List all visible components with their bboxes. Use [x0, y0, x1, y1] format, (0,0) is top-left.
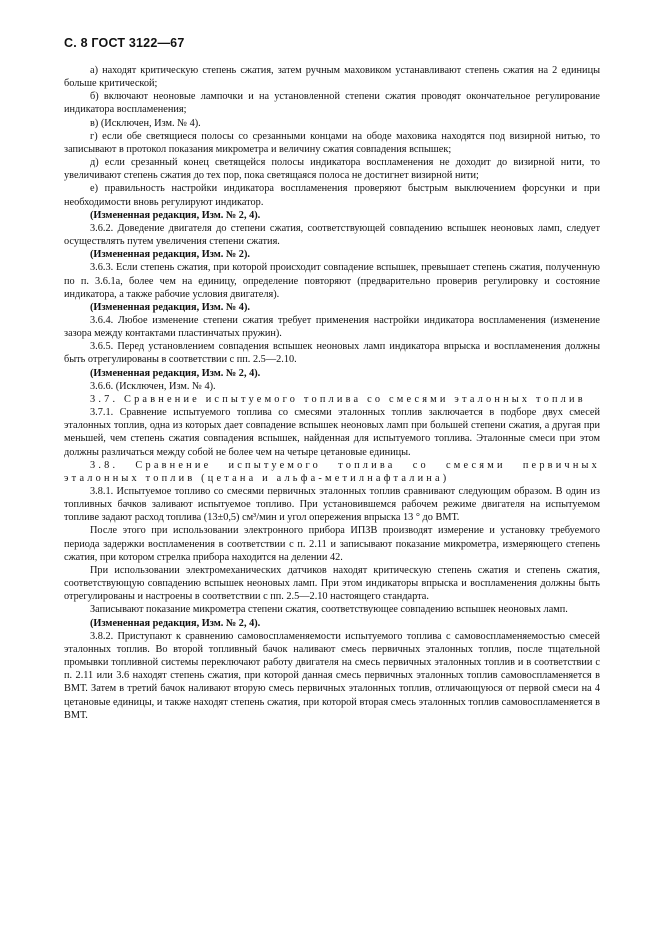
- paragraph: После этого при использовании электронного прибора ИПЗВ производят измерение и установку требуемого периода задержки воспламенения в соответствии с п. 2.11 и записывают показание микрометра, измеряющего степень сжатия, при котором стрелка прибора находится на делении 42.: [64, 525, 600, 563]
- paragraph: 3.6.2. Доведение двигателя до степени сжатия, соответствующей совпадению вспышек неоновых ламп, следует осуществлять путем увеличения степени сжатия.: [64, 222, 600, 248]
- revision-note: (Измененная редакция, Изм. № 4).: [90, 301, 250, 313]
- paragraph: 3.8.1. Испытуемое топливо со смесями первичных эталонных топлив сравнивают следующим образом. В один из топливных бачков заливают испытуемое топливо. При установившемся рабочем режиме двигателя на испытуемом топливе задают расход топлива (13±0,5) см³/мин и угол опережения впрыска 13 ° до ВМТ.: [64, 486, 600, 524]
- paragraph: Записывают показание микрометра степени сжатия, соответствующее совпадению вспышек неоновых ламп.: [90, 604, 568, 616]
- paragraph: 3.6.3. Если степень сжатия, при которой происходит совпадение вспышек, превышает степень сжатия, полученную по п. 3.6.1а, более чем на единицу, определение повторяют (предварительно проверив регулировку и состояние индикатора, а также рабочие условия двигателя).: [64, 262, 600, 300]
- paragraph: г) если обе светящиеся полосы со срезанными концами на ободе маховика находятся под визирной нитью, то записывают в протокол показания микрометра и величину сжатия совпадения вспышек;: [64, 130, 600, 155]
- paragraph: в) (Исключен, Изм. № 4).: [90, 117, 201, 129]
- revision-note: (Измененная редакция, Изм. № 2).: [90, 249, 250, 261]
- paragraph: 3.6.5. Перед установлением совпадения вспышек неоновых ламп индикатора впрыска и воспламенения должны быть отрегулированы в соответствии с пп. 2.5—2.10.: [64, 341, 600, 366]
- paragraph: 3.6.6. (Исключен, Изм. № 4).: [90, 380, 216, 392]
- section-heading: 3.7. Сравнение испытуемого топлива со смесями эталонных топлив: [90, 393, 586, 405]
- paragraph: а) находят критическую степень сжатия, затем ручным маховиком устанавливают степень сжатия на 2 единицы больше критической;: [64, 65, 600, 90]
- paragraph: 3.7.1. Сравнение испытуемого топлива со смесями эталонных топлив заключается в подборе двух смесей эталонных топлив, одна из которых дает совпадение вспышек неоновых ламп при большей степени сжатия, а другая при меньшей, чем степень сжатия совпадения вспышек, найденная для испытуемого топлива. Эталонные смеси при этом должны различаться между собой не более чем на четыре цетановые единицы.: [64, 407, 600, 458]
- paragraph: б) включают неоновые лампочки и на установленной степени сжатия проводят окончательное регулирование индикатора воспламенения;: [64, 91, 600, 116]
- revision-note: (Измененная редакция, Изм. № 2, 4).: [90, 617, 261, 629]
- revision-note: (Измененная редакция, Изм. № 2, 4).: [90, 367, 261, 379]
- paragraph: 3.6.4. Любое изменение степени сжатия требует применения настройки индикатора воспламенения (изменение зазора между контактами пластинчатых пружин).: [64, 314, 600, 340]
- revision-note: (Измененная редакция, Изм. № 2, 4).: [90, 209, 261, 221]
- document-page: [64, 36, 600, 722]
- paragraph: 3.8.2. Приступают к сравнению самовоспламеняемости испытуемого топлива с самовоспламеняемостью смесей эталонных топлив. Во второй топливный бачок наливают смесь первичных эталонных топлив, после тщательной промывки топливной системы переключают работу двигателя на смесь первичных эталонных топлив и в соответствии с п. 2.11 или 3.6 находят степень сжатия, при которой данная смесь первичных эталонных топлив самовоспламеняется в ВМТ. Затем в третий бачок наливают вторую смесь первичных эталонных топлив, отличающуюся от первой смеси на 4 цетановые единицы, и также находят степень сжатия, при которой вторая смесь эталонных топлив самовоспламеняется в ВМТ.: [64, 630, 600, 721]
- document-body: [64, 64, 600, 722]
- paragraph: При использовании электромеханических датчиков находят критическую степень сжатия и степень сжатия, соответствующую совпадению вспышек неоновых ламп. При этом индикаторы впрыска и воспламенения должны быть отрегулированы и настроены в соответствии с пп. 2.5—2.10 настоящего стандарта.: [64, 564, 600, 603]
- section-heading: 3.8. Сравнение испытуемого топлива со смесями первичных эталонных топлив (цетана и альфа-метилнафталина): [64, 459, 600, 484]
- paragraph: д) если срезанный конец светящейся полосы индикатора воспламенения не доходит до визирной нити, то увеличивают степень сжатия до тех пор, пока светящаяся полоса не достигнет визирной нити;: [64, 157, 600, 182]
- paragraph: е) правильность настройки индикатора воспламенения проверяют быстрым выключением форсунки и при необходимости вновь регулируют индикатор.: [64, 183, 600, 208]
- page-header: С. 8 ГОСТ 3122—67: [64, 36, 185, 50]
